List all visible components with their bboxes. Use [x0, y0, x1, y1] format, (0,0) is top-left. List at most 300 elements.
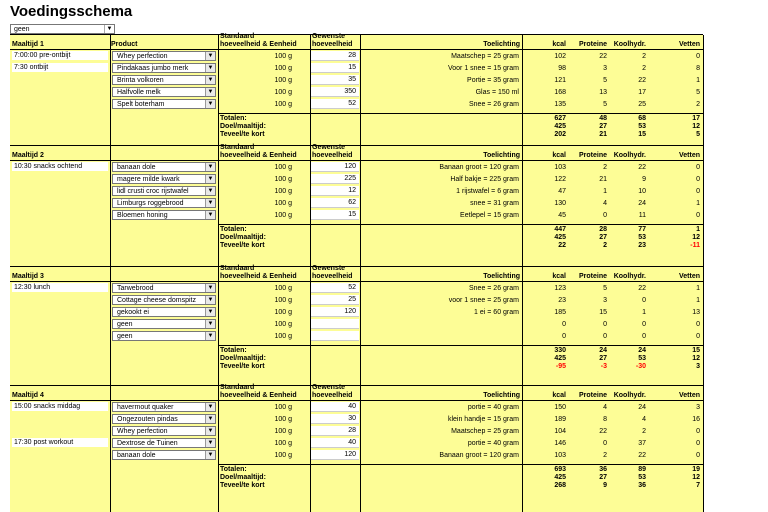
desired-header: Gewenste [312, 265, 346, 272]
totals-row-label: Totalen: [220, 466, 247, 473]
totals-row-prot: 28 [599, 226, 607, 233]
product-name: Tarwebrood [117, 285, 154, 292]
header-divider [10, 49, 703, 50]
note-text: 1 rijstwafel = 6 gram [456, 188, 519, 195]
chevron-down-icon: ▼ [205, 308, 215, 316]
desired-amount-input[interactable]: 15 [311, 63, 359, 73]
meal-title: Maaltijd 1 [12, 41, 44, 48]
difference-row-kh: 15 [638, 131, 646, 138]
note-text: Maatschep = 25 gram [451, 428, 519, 435]
totals-row-kcal: 447 [554, 226, 566, 233]
goal-row-label: Doel/maaltijd: [220, 355, 266, 362]
totals-row-prot: 24 [599, 347, 607, 354]
kcal-value: 0 [562, 333, 566, 340]
note-text: portie = 40 gram [467, 404, 519, 411]
product-name: havermout quaker [117, 404, 174, 411]
note-text: klein handje = 15 gram [447, 416, 519, 423]
chevron-down-icon: ▼ [205, 296, 215, 304]
meal-title: Maaltijd 2 [12, 152, 44, 159]
protein-value: 1 [603, 188, 607, 195]
chevron-down-icon: ▼ [205, 451, 215, 459]
chevron-down-icon: ▼ [205, 163, 215, 171]
kcal-value: 103 [554, 164, 566, 171]
totals-row-label: Totalen: [220, 347, 247, 354]
chevron-down-icon: ▼ [205, 320, 215, 328]
desired-amount-input[interactable]: 350 [311, 87, 359, 97]
chevron-down-icon: ▼ [205, 52, 215, 60]
standard-amount: 100 g [274, 164, 292, 171]
standard-header: Standaard [220, 384, 255, 391]
product-header: Product [111, 41, 138, 48]
difference-row-kcal: 22 [558, 242, 566, 249]
goal-row-vet: 12 [692, 474, 700, 481]
header-divider [10, 281, 703, 282]
standard-amount: 100 g [274, 452, 292, 459]
protein-value: 15 [599, 309, 607, 316]
carbs-value: 2 [642, 428, 646, 435]
product-name: Limburgs roggebrood [117, 200, 184, 207]
product-select[interactable] [112, 162, 216, 172]
meal-time-input[interactable]: 15:00 snacks middag [12, 402, 108, 411]
totals-row-label: Totalen: [220, 226, 247, 233]
note-text: Snee = 26 gram [468, 101, 519, 108]
protein-value: 0 [603, 440, 607, 447]
chevron-down-icon: ▼ [205, 64, 215, 72]
goal-row-vet: 12 [692, 123, 700, 130]
product-name: Bloemen honing [117, 212, 168, 219]
difference-row-prot: 9 [603, 482, 607, 489]
difference-row-prot: 2 [603, 242, 607, 249]
kcal-value: 47 [558, 188, 566, 195]
carbs-value: 24 [638, 404, 646, 411]
goal-row-kcal: 425 [554, 123, 566, 130]
standard-amount: 100 g [274, 428, 292, 435]
totals-row-kh: 68 [638, 115, 646, 122]
chevron-down-icon: ▼ [205, 427, 215, 435]
header-divider [10, 160, 703, 161]
totals-row-kh: 77 [638, 226, 646, 233]
grid-vline [703, 35, 704, 146]
kcal-value: 0 [562, 321, 566, 328]
goal-row-kh: 53 [638, 234, 646, 241]
difference-row-label: Teveel/te kort [220, 363, 265, 370]
desired-amount-header: hoeveelheid [312, 273, 353, 280]
fat-value: 0 [696, 333, 700, 340]
carbs-value: 0 [642, 321, 646, 328]
product-name: geen [117, 333, 133, 340]
product-name: Spelt boterham [117, 101, 165, 108]
page-title: Voedingsschema [10, 3, 133, 20]
goal-row-prot: 27 [599, 474, 607, 481]
kcal-value: 135 [554, 101, 566, 108]
carbs-value: 17 [638, 89, 646, 96]
desired-amount-input[interactable]: 25 [311, 295, 359, 305]
protein-value: 5 [603, 285, 607, 292]
standard-header: Standaard [220, 33, 255, 40]
note-header: Toelichting [483, 152, 520, 159]
totals-row-prot: 36 [599, 466, 607, 473]
fat-value: 5 [696, 89, 700, 96]
goal-row-label: Doel/maaltijd: [220, 474, 266, 481]
carbs-header: Koolhydr. [613, 273, 646, 280]
product-select[interactable] [112, 402, 216, 412]
product-name: Ongezouten pindas [117, 416, 178, 423]
totals-row-vet: 17 [692, 115, 700, 122]
filter-dropdown[interactable] [10, 24, 115, 34]
fat-value: 0 [696, 212, 700, 219]
carbs-value: 0 [642, 297, 646, 304]
kcal-value: 185 [554, 309, 566, 316]
goal-row-vet: 12 [692, 234, 700, 241]
chevron-down-icon: ▼ [205, 199, 215, 207]
carbs-value: 2 [642, 53, 646, 60]
standard-amount: 100 g [274, 77, 292, 84]
product-select[interactable] [112, 438, 216, 448]
protein-value: 21 [599, 176, 607, 183]
product-select[interactable] [112, 319, 216, 329]
product-select[interactable] [112, 331, 216, 341]
desired-amount-input[interactable]: 40 [311, 402, 359, 412]
desired-amount-input[interactable]: 12 [311, 186, 359, 196]
difference-row-label: Teveel/te kort [220, 131, 265, 138]
desired-amount-input[interactable] [311, 331, 359, 341]
fat-header: Vetten [678, 152, 700, 159]
product-select[interactable] [112, 426, 216, 436]
note-text: Banaan groot = 120 gram [439, 452, 519, 459]
fat-value: 1 [696, 297, 700, 304]
totals-row-vet: 1 [696, 226, 700, 233]
chevron-down-icon: ▼ [205, 284, 215, 292]
fat-value: 0 [696, 176, 700, 183]
note-text: 1 ei = 60 gram [474, 309, 519, 316]
product-select[interactable] [112, 295, 216, 305]
totals-row-kcal: 693 [554, 466, 566, 473]
standard-amount: 100 g [274, 309, 292, 316]
carbs-value: 9 [642, 176, 646, 183]
protein-value: 0 [603, 321, 607, 328]
fat-value: 0 [696, 188, 700, 195]
fat-value: 1 [696, 77, 700, 84]
carbs-header: Koolhydr. [613, 152, 646, 159]
note-text: Eetlepel = 15 gram [460, 212, 519, 219]
standard-amount: 100 g [274, 212, 292, 219]
product-select[interactable] [112, 307, 216, 317]
difference-row-kh: 36 [638, 482, 646, 489]
goal-row-kh: 53 [638, 123, 646, 130]
standard-amount: 100 g [274, 321, 292, 328]
filter-value: geen [14, 26, 30, 33]
desired-amount-header: hoeveelheid [312, 392, 353, 399]
product-select[interactable] [112, 198, 216, 208]
difference-row-vet: -11 [690, 242, 700, 249]
note-text: snee = 31 gram [470, 200, 519, 207]
kcal-value: 122 [554, 176, 566, 183]
desired-amount-input[interactable]: 52 [311, 99, 359, 109]
goal-row-label: Doel/maaltijd: [220, 123, 266, 130]
standard-amount: 100 g [274, 53, 292, 60]
difference-row-kh: 23 [638, 242, 646, 249]
kcal-header: kcal [552, 392, 566, 399]
note-text: Snee = 26 gram [468, 285, 519, 292]
difference-row-label: Teveel/te kort [220, 482, 265, 489]
desired-header: Gewenste [312, 144, 346, 151]
kcal-value: 189 [554, 416, 566, 423]
standard-amount: 100 g [274, 188, 292, 195]
product-name: Pindakaas jumbo merk [117, 65, 189, 72]
meal-block-3 [10, 266, 703, 386]
difference-row-label: Teveel/te kort [220, 242, 265, 249]
chevron-down-icon: ▼ [205, 415, 215, 423]
fat-value: 0 [696, 164, 700, 171]
fat-value: 13 [692, 309, 700, 316]
protein-value: 0 [603, 333, 607, 340]
goal-row-vet: 12 [692, 355, 700, 362]
carbs-header: Koolhydr. [613, 41, 646, 48]
carbs-value: 24 [638, 200, 646, 207]
totals-row-kcal: 330 [554, 347, 566, 354]
product-select[interactable] [112, 75, 216, 85]
fat-value: 2 [696, 101, 700, 108]
carbs-header: Koolhydr. [613, 392, 646, 399]
desired-amount-input[interactable]: 120 [311, 162, 359, 172]
goal-row-kcal: 425 [554, 474, 566, 481]
chevron-down-icon: ▼ [205, 76, 215, 84]
grid-vline [703, 386, 704, 512]
goal-row-prot: 27 [599, 123, 607, 130]
carbs-value: 0 [642, 333, 646, 340]
product-select[interactable] [112, 63, 216, 73]
desired-amount-input[interactable]: 120 [311, 450, 359, 460]
desired-header: Gewenste [312, 33, 346, 40]
chevron-down-icon: ▼ [205, 332, 215, 340]
meal-time-input[interactable]: 10:30 snacks ochtend [12, 162, 108, 171]
carbs-value: 22 [638, 285, 646, 292]
protein-value: 8 [603, 416, 607, 423]
totals-row-label: Totalen: [220, 115, 247, 122]
difference-row-vet: 3 [696, 363, 700, 370]
protein-value: 2 [603, 164, 607, 171]
product-name: Dextrose de Tuinen [117, 440, 178, 447]
fat-value: 0 [696, 428, 700, 435]
difference-row-vet: 7 [696, 482, 700, 489]
product-name: Halfvolle melk [117, 89, 161, 96]
note-text: Glas = 150 ml [475, 89, 519, 96]
kcal-value: 23 [558, 297, 566, 304]
protein-value: 4 [603, 404, 607, 411]
desired-amount-input[interactable]: 15 [311, 210, 359, 220]
standard-amount: 100 g [274, 65, 292, 72]
protein-value: 5 [603, 77, 607, 84]
protein-value: 22 [599, 53, 607, 60]
fat-value: 0 [696, 53, 700, 60]
carbs-value: 10 [638, 188, 646, 195]
protein-header: Proteine [578, 392, 607, 399]
fat-value: 8 [696, 65, 700, 72]
difference-row-kcal: -95 [555, 363, 566, 370]
kcal-header: kcal [552, 273, 566, 280]
fat-value: 3 [696, 404, 700, 411]
desired-amount-input[interactable]: 28 [311, 51, 359, 61]
fat-value: 0 [696, 440, 700, 447]
product-name: magere milde kwark [117, 176, 180, 183]
protein-header: Proteine [578, 41, 607, 48]
kcal-value: 102 [554, 53, 566, 60]
fat-value: 1 [696, 285, 700, 292]
goal-row-kcal: 425 [554, 234, 566, 241]
protein-header: Proteine [578, 152, 607, 159]
carbs-value: 22 [638, 164, 646, 171]
meal-block-4 [10, 385, 703, 512]
standard-amount: 100 g [274, 285, 292, 292]
note-header: Toelichting [483, 392, 520, 399]
chevron-down-icon: ▼ [205, 403, 215, 411]
kcal-value: 168 [554, 89, 566, 96]
standard-header: Standaard [220, 265, 255, 272]
product-select[interactable] [112, 186, 216, 196]
desired-amount-input[interactable]: 40 [311, 438, 359, 448]
meal-title: Maaltijd 4 [12, 392, 44, 399]
desired-amount-input[interactable]: 35 [311, 75, 359, 85]
standard-unit-header: hoeveelheid & Eenheid [220, 152, 297, 159]
product-select[interactable] [112, 210, 216, 220]
fat-value: 0 [696, 452, 700, 459]
desired-amount-input[interactable]: 30 [311, 414, 359, 424]
note-text: Voor 1 snee = 15 gram [447, 65, 519, 72]
protein-value: 3 [603, 65, 607, 72]
difference-row-vet: 5 [696, 131, 700, 138]
note-text: Half bakje = 225 gram [450, 176, 519, 183]
desired-amount-input[interactable]: 225 [311, 174, 359, 184]
totals-row-kcal: 627 [554, 115, 566, 122]
meal-block-2 [10, 145, 703, 267]
standard-amount: 100 g [274, 200, 292, 207]
desired-amount-header: hoeveelheid [312, 41, 353, 48]
grid-vline [703, 146, 704, 267]
desired-amount-header: hoeveelheid [312, 152, 353, 159]
standard-amount: 100 g [274, 416, 292, 423]
chevron-down-icon: ▼ [205, 439, 215, 447]
totals-row-vet: 15 [692, 347, 700, 354]
kcal-value: 146 [554, 440, 566, 447]
grid-vline [110, 146, 111, 267]
meal-time-input[interactable]: 7:30 ontbijt [12, 63, 108, 72]
note-header: Toelichting [483, 273, 520, 280]
desired-amount-input[interactable] [311, 319, 359, 329]
chevron-down-icon: ▼ [205, 88, 215, 96]
product-name: banaan dole [117, 452, 156, 459]
meal-title: Maaltijd 3 [12, 273, 44, 280]
note-text: portie = 40 gram [467, 440, 519, 447]
header-divider [10, 400, 703, 401]
carbs-value: 11 [638, 212, 646, 219]
desired-amount-input[interactable]: 120 [311, 307, 359, 317]
product-select[interactable] [112, 87, 216, 97]
meal-time-input[interactable]: 17:30 post workout [12, 438, 108, 447]
grid-vline [110, 267, 111, 386]
carbs-value: 4 [642, 416, 646, 423]
chevron-down-icon: ▼ [205, 211, 215, 219]
note-text: Portie = 35 gram [467, 77, 519, 84]
kcal-header: kcal [552, 41, 566, 48]
fat-value: 0 [696, 321, 700, 328]
kcal-value: 98 [558, 65, 566, 72]
difference-row-prot: -3 [600, 363, 607, 370]
chevron-down-icon: ▼ [104, 25, 114, 33]
product-select[interactable] [112, 414, 216, 424]
note-text: Maatschep = 25 gram [451, 53, 519, 60]
protein-value: 0 [603, 212, 607, 219]
kcal-header: kcal [552, 152, 566, 159]
product-select[interactable] [112, 450, 216, 460]
standard-unit-header: hoeveelheid & Eenheid [220, 392, 297, 399]
product-select[interactable] [112, 51, 216, 61]
standard-unit-header: hoeveelheid & Eenheid [220, 273, 297, 280]
product-name: Brinta volkoren [117, 77, 164, 84]
difference-row-kcal: 268 [554, 482, 566, 489]
product-name: Cottage cheese domspitz [117, 297, 196, 304]
carbs-value: 37 [638, 440, 646, 447]
kcal-value: 121 [554, 77, 566, 84]
protein-value: 5 [603, 101, 607, 108]
product-name: banaan dole [117, 164, 156, 171]
meal-time-input[interactable]: 12:30 lunch [12, 283, 108, 292]
goal-row-kh: 53 [638, 355, 646, 362]
desired-amount-input[interactable]: 52 [311, 283, 359, 293]
standard-unit-header: hoeveelheid & Eenheid [220, 41, 297, 48]
desired-amount-input[interactable]: 62 [311, 198, 359, 208]
product-name: lidl crusti croc rijstwafel [117, 188, 189, 195]
fat-value: 1 [696, 200, 700, 207]
standard-amount: 100 g [274, 176, 292, 183]
kcal-value: 130 [554, 200, 566, 207]
standard-amount: 100 g [274, 101, 292, 108]
fat-header: Vetten [678, 392, 700, 399]
kcal-value: 45 [558, 212, 566, 219]
protein-value: 13 [599, 89, 607, 96]
product-name: Whey perfection [117, 428, 168, 435]
fat-header: Vetten [678, 41, 700, 48]
desired-amount-input[interactable]: 28 [311, 426, 359, 436]
goal-row-prot: 27 [599, 355, 607, 362]
product-name: gekookt ei [117, 309, 149, 316]
totals-row-prot: 48 [599, 115, 607, 122]
protein-value: 3 [603, 297, 607, 304]
difference-row-kcal: 202 [554, 131, 566, 138]
fat-header: Vetten [678, 273, 700, 280]
carbs-value: 2 [642, 65, 646, 72]
carbs-value: 25 [638, 101, 646, 108]
fat-value: 16 [692, 416, 700, 423]
meal-time-input[interactable]: 7:00:00 pre-ontbijt [12, 51, 108, 60]
note-text: Banaan groot = 120 gram [439, 164, 519, 171]
goal-row-kh: 53 [638, 474, 646, 481]
goal-row-prot: 27 [599, 234, 607, 241]
carbs-value: 1 [642, 309, 646, 316]
protein-value: 2 [603, 452, 607, 459]
difference-row-prot: 21 [599, 131, 607, 138]
product-name: Whey perfection [117, 53, 168, 60]
product-select[interactable] [112, 283, 216, 293]
product-name: geen [117, 321, 133, 328]
grid-vline [110, 35, 111, 146]
kcal-value: 123 [554, 285, 566, 292]
product-select[interactable] [112, 174, 216, 184]
chevron-down-icon: ▼ [205, 175, 215, 183]
note-header: Toelichting [483, 41, 520, 48]
product-select[interactable] [112, 99, 216, 109]
kcal-value: 104 [554, 428, 566, 435]
totals-row-vet: 19 [692, 466, 700, 473]
